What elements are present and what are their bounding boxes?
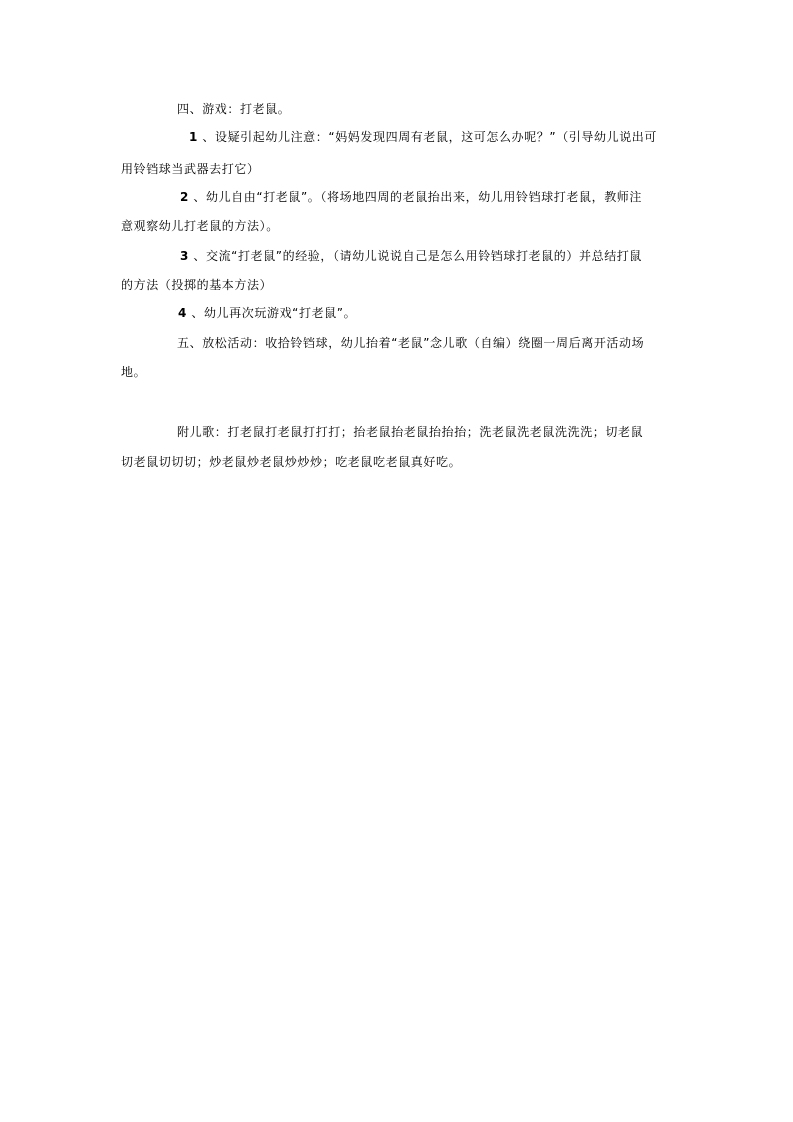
- item-text: 、幼儿自由“打老鼠”。（将场地四周的老鼠抬出来，幼儿用铃铛球打老鼠，教师注: [193, 190, 643, 204]
- list-item-3-line1: [180, 248, 642, 264]
- list-item-2-line2: 意观察幼儿打老鼠的方法）。: [121, 219, 279, 233]
- list-item-1-line1: [189, 129, 657, 145]
- section5-line1: 五、放松活动：收拾铃铛球，幼儿抬着“老鼠”念儿歌（自编）绕圈一周后离开活动场: [177, 336, 645, 350]
- list-item-3-line2: 的方法（投掷的基本方法）: [121, 278, 273, 292]
- item-text: 、幼儿再次玩游戏“打老鼠”。: [191, 306, 357, 320]
- list-item-1-line2: 用铃铛球当武器去打它）: [121, 162, 260, 176]
- list-item-2-line1: [180, 189, 642, 205]
- section5-line2: 地。: [121, 365, 147, 379]
- section4-heading: 四、游戏：打老鼠。: [177, 102, 291, 116]
- appendix-line2: 切老鼠切切切；炒老鼠炒老鼠炒炒炒；吃老鼠吃老鼠真好吃。: [121, 455, 462, 469]
- item-number: 2: [180, 190, 189, 204]
- appendix-line1: 附儿歌：打老鼠打老鼠打打打；抬老鼠抬老鼠抬抬抬；洗老鼠洗老鼠洗洗洗；切老鼠: [177, 425, 644, 439]
- item-number: 3: [180, 249, 189, 263]
- item-text: 、设疑引起幼儿注意：“妈妈发现四周有老鼠，这可怎么办呢？”（引导幼儿说出可: [202, 130, 658, 144]
- item-number: 1: [189, 130, 198, 144]
- item-number: 4: [178, 306, 187, 320]
- item-text: 、交流“打老鼠”的经验，（请幼儿说说自己是怎么用铃铛球打老鼠的）并总结打鼠: [193, 249, 643, 263]
- list-item-4: [178, 305, 356, 321]
